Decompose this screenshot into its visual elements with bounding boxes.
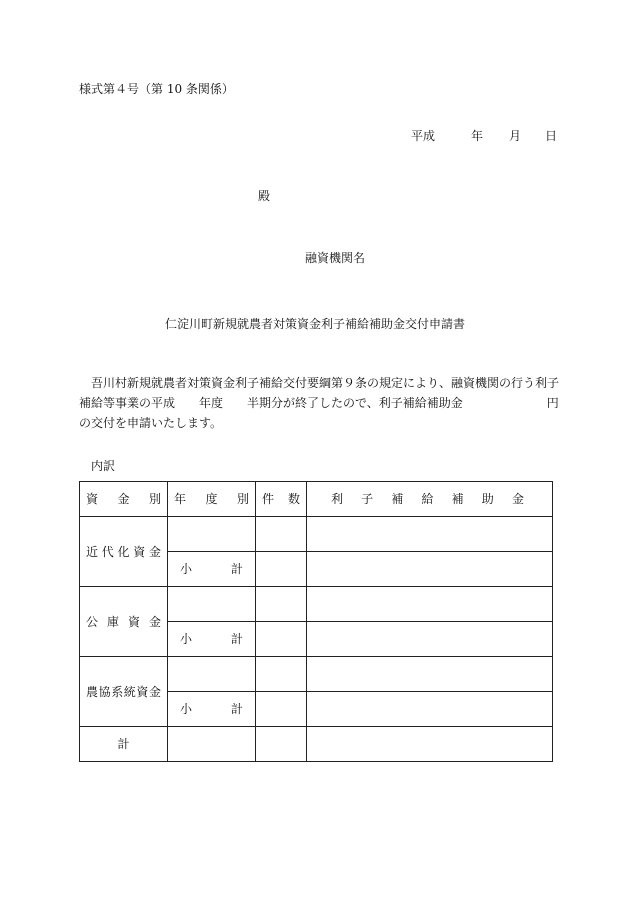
subsidy-cell[interactable]: [307, 657, 553, 692]
body-line-3: の交付を申請いたします。: [79, 416, 223, 430]
total-label-cell: 計: [80, 727, 168, 762]
subsidy-cell[interactable]: [307, 727, 553, 762]
count-cell[interactable]: [256, 657, 307, 692]
body-line-2: 補給等事業の平成 年度 半期分が終了したので、利子補給補助金 円: [79, 396, 559, 410]
fund-name-cell: 近 代 化 資 金: [80, 517, 168, 587]
date-month: 月: [509, 129, 522, 143]
form-number: 様式第４号（第 10 条関係）: [79, 82, 234, 96]
count-cell[interactable]: [256, 692, 307, 727]
subsidy-cell[interactable]: [307, 552, 553, 587]
body-text: [79, 373, 560, 433]
table-row: [80, 517, 553, 552]
subtotal-label-cell: 小 計: [168, 692, 256, 727]
bank-name-label: 融資機関名: [305, 251, 366, 265]
fund-name-cell: 農 協 系 統 資 金: [80, 657, 168, 727]
count-cell[interactable]: [256, 552, 307, 587]
breakdown-label: 内訳: [91, 459, 116, 473]
fiscal-year-cell[interactable]: [168, 517, 256, 552]
table-row: [80, 657, 553, 692]
date-era: 平成: [411, 129, 436, 143]
subsidy-cell[interactable]: [307, 692, 553, 727]
body-line-1: 吾川村新規就農者対策資金利子補給交付要綱第９条の規定により、融資機関の行う利子: [79, 376, 560, 390]
fiscal-year-cell[interactable]: [168, 727, 256, 762]
subtotal-label-cell: 小 計: [168, 552, 256, 587]
count-cell[interactable]: [256, 727, 307, 762]
header-subsidy: 利 子 補 給 補 助 金: [307, 482, 553, 517]
subsidy-cell[interactable]: [307, 622, 553, 657]
count-cell[interactable]: [256, 587, 307, 622]
table-row: [80, 587, 553, 622]
subsidy-cell[interactable]: [307, 587, 553, 622]
document-title: 仁淀川町新規就農者対策資金利子補給補助金交付申請書: [164, 317, 465, 331]
header-count: 件 数: [256, 482, 307, 517]
subtotal-label-cell: 小 計: [168, 622, 256, 657]
total-row: [80, 727, 553, 762]
breakdown-table: [79, 481, 553, 762]
date-line: [411, 127, 557, 144]
date-day: 日: [545, 129, 558, 143]
table-header-row: [80, 482, 553, 517]
count-cell[interactable]: [256, 622, 307, 657]
date-year: 年: [471, 129, 484, 143]
header-fund-type: 資 金 別: [80, 482, 168, 517]
subsidy-cell[interactable]: [307, 517, 553, 552]
addressee-suffix: 殿: [258, 189, 271, 203]
fiscal-year-cell[interactable]: [168, 657, 256, 692]
fiscal-year-cell[interactable]: [168, 587, 256, 622]
fund-name-cell: 公 庫 資 金: [80, 587, 168, 657]
header-fiscal-year: 年 度 別: [168, 482, 256, 517]
count-cell[interactable]: [256, 517, 307, 552]
